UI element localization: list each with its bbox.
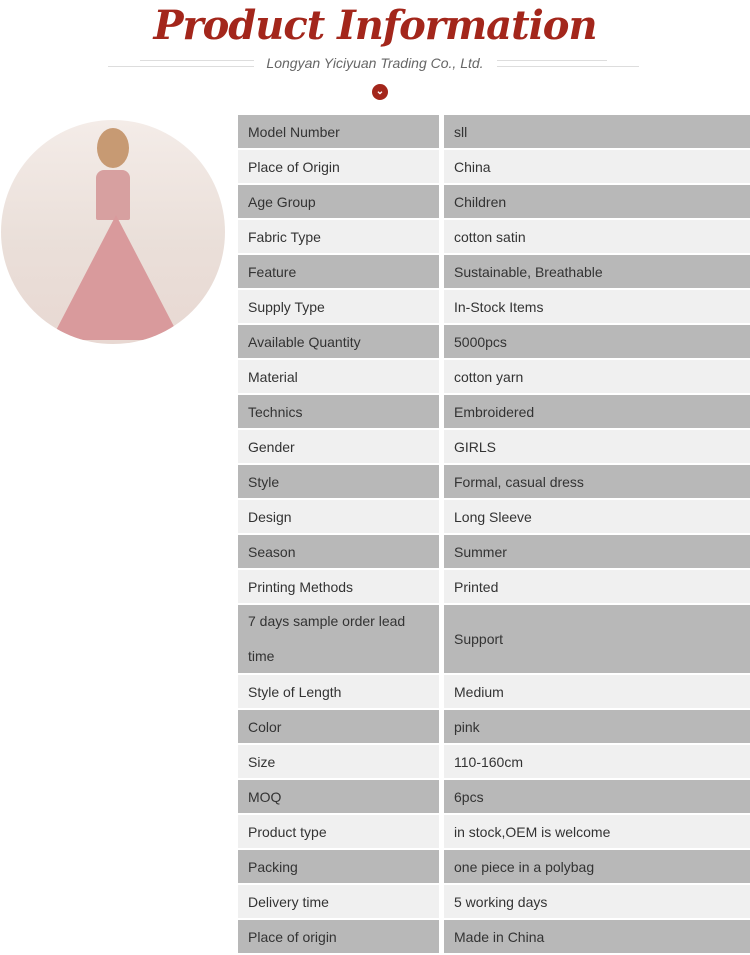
spec-label: Delivery time: [238, 885, 439, 920]
table-row: [238, 465, 750, 500]
table-row: [238, 850, 750, 885]
spec-value: Embroidered: [444, 395, 750, 430]
spec-value: 6pcs: [444, 780, 750, 815]
table-row: [238, 395, 750, 430]
spec-label: Model Number: [238, 115, 439, 150]
spec-value: Medium: [444, 675, 750, 710]
table-row: [238, 430, 750, 465]
spec-label: Color: [238, 710, 439, 745]
table-row: [238, 675, 750, 710]
spec-label: Product type: [238, 815, 439, 850]
divider: [497, 60, 607, 61]
spec-value: Long Sleeve: [444, 500, 750, 535]
table-row: [238, 500, 750, 535]
chevron-down-icon: ⌄: [372, 84, 388, 100]
product-photo: [1, 120, 225, 344]
girl-head: [97, 128, 129, 168]
spec-label: 7 days sample order lead time: [238, 605, 439, 675]
spec-label: Design: [238, 500, 439, 535]
spec-label: Supply Type: [238, 290, 439, 325]
table-row: [238, 360, 750, 395]
spec-value: Sustainable, Breathable: [444, 255, 750, 290]
spec-label: Feature: [238, 255, 439, 290]
spec-value: Formal, casual dress: [444, 465, 750, 500]
table-row: [238, 780, 750, 815]
table-row: [238, 290, 750, 325]
table-row: [238, 605, 750, 675]
spec-label: Place of Origin: [238, 150, 439, 185]
dress-bodice: [96, 170, 130, 220]
spec-value: In-Stock Items: [444, 290, 750, 325]
spec-label: Printing Methods: [238, 570, 439, 605]
company-name: Longyan Yiciyuan Trading Co., Ltd.: [266, 55, 484, 71]
spec-value: 110-160cm: [444, 745, 750, 780]
spec-value: Printed: [444, 570, 750, 605]
spec-label: Season: [238, 535, 439, 570]
divider: [497, 66, 639, 67]
spec-value: GIRLS: [444, 430, 750, 465]
table-row: [238, 115, 750, 150]
spec-label: Material: [238, 360, 439, 395]
spec-label: Age Group: [238, 185, 439, 220]
table-row: [238, 570, 750, 605]
spec-label: Place of origin: [238, 920, 439, 955]
spec-label: MOQ: [238, 780, 439, 815]
table-row: [238, 255, 750, 290]
spec-value: Children: [444, 185, 750, 220]
spec-label: Packing: [238, 850, 439, 885]
spec-value: 5000pcs: [444, 325, 750, 360]
spec-value: Made in China: [444, 920, 750, 955]
spec-table: [238, 115, 750, 955]
spec-value: pink: [444, 710, 750, 745]
spec-value: sll: [444, 115, 750, 150]
table-row: [238, 885, 750, 920]
table-row: [238, 815, 750, 850]
spec-value: 5 working days: [444, 885, 750, 920]
spec-value: China: [444, 150, 750, 185]
spec-label: Style: [238, 465, 439, 500]
spec-label: Size: [238, 745, 439, 780]
spec-value: cotton satin: [444, 220, 750, 255]
table-row: [238, 325, 750, 360]
table-row: [238, 535, 750, 570]
spec-label: Technics: [238, 395, 439, 430]
table-row: [238, 185, 750, 220]
spec-label: Available Quantity: [238, 325, 439, 360]
spec-value: one piece in a polybag: [444, 850, 750, 885]
table-row: [238, 920, 750, 955]
table-row: [238, 220, 750, 255]
table-row: [238, 150, 750, 185]
table-row: [238, 745, 750, 780]
spec-value: Summer: [444, 535, 750, 570]
spec-label: Gender: [238, 430, 439, 465]
spec-value: cotton yarn: [444, 360, 750, 395]
spec-label: Fabric Type: [238, 220, 439, 255]
spec-value: Support: [444, 605, 750, 675]
table-row: [238, 710, 750, 745]
spec-value: in stock,OEM is welcome: [444, 815, 750, 850]
page-title: Product Information: [153, 2, 597, 49]
dress-skirt: [51, 215, 181, 340]
spec-label: Style of Length: [238, 675, 439, 710]
